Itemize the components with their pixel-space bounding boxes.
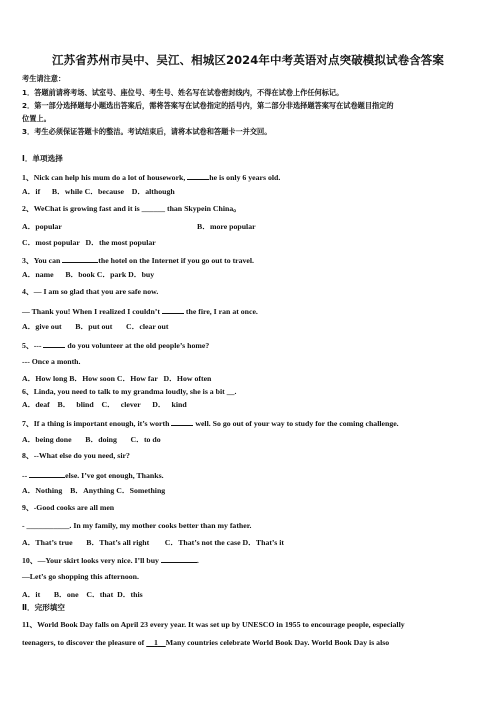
question-5-line2: --- Once a month.: [22, 357, 81, 366]
question-3-stem: [22, 254, 254, 266]
question-5-options: A．How long B．How soon C．How far D．How often: [22, 374, 212, 383]
question-5-stem-part2: do you volunteer at the old people’s home?: [65, 341, 210, 350]
question-10-stem-part1: 10、—Your skirt looks very nice. I’ll buy: [22, 556, 161, 565]
notice-item-2: 2．第一部分选择题每小题选出答案后，需将答案写在试卷指定的括号内，第二部分非选择题答案写在试卷题目指定的: [22, 101, 394, 110]
question-6-options: A．deaf B． blind C． clever D． kind: [22, 400, 187, 409]
question-9-stem: 9、-Good cooks are all men: [22, 503, 115, 512]
question-10-stem: [22, 554, 199, 566]
question-8-options: A．Nothing B．Anything C．Something: [22, 486, 166, 495]
question-10-stem-part2: .: [196, 556, 199, 565]
question-9-line2: - ___________. In my family, my mother cooks better than my father.: [22, 521, 252, 530]
question-9-options: A．That’s true B．That’s all right C．That’s not the case D．That’s it: [22, 538, 284, 547]
answer-blank: [29, 469, 65, 478]
question-4-line2-part2: the fire, I ran at once.: [183, 307, 258, 316]
question-11-line2-part1: teenagers, to discover the pleasure of: [22, 638, 147, 647]
question-2-option-b: B．more popular: [197, 222, 256, 231]
question-10-line2: —Let’s go shopping this afternoon.: [22, 572, 139, 581]
cloze-blank-number: 1: [154, 638, 158, 647]
question-10-options: A．it B．one C．that D．this: [22, 590, 143, 599]
question-5-stem: [22, 339, 209, 351]
answer-blank: [187, 171, 209, 180]
notice-item-3: 3．考生必须保证答题卡的整洁。考试结束后，请将本试卷和答题卡一并交回。: [22, 127, 272, 136]
answer-blank: [162, 305, 184, 314]
question-3-stem-part1: 3、You can: [22, 256, 63, 265]
page-title: 江苏省苏州市吴中、吴江、相城区2024年中考英语对点突破模拟试卷含答案: [51, 53, 444, 67]
question-5-stem-part1: 5、---: [22, 341, 44, 350]
question-4-options: A．give out B．put out C．clear out: [22, 322, 169, 331]
question-3-stem-part2: the hotel on the Internet if you go out to travel.: [98, 256, 254, 265]
cloze-blank-1: [146, 638, 166, 647]
question-6-stem: 6、Linda, you need to talk to my grandma loudly, she is a bit __.: [22, 387, 237, 396]
question-8-line2-part1: --: [22, 471, 30, 480]
question-7-stem-part1: 7、If a thing is important enough, it’s worth: [22, 419, 172, 428]
question-2-option-a: A．popular: [22, 222, 62, 231]
answer-blank: [171, 417, 193, 426]
notice-item-2-cont: 位置上。: [22, 114, 51, 123]
question-7-stem-part2: well. So go out of your way to study for the coming challenge.: [193, 419, 399, 428]
question-1-stem-part2: he is only 6 years old.: [209, 173, 281, 182]
question-8-line2-part2: else. I’ve got enough, Thanks.: [65, 471, 164, 480]
question-4-line2: [22, 305, 258, 317]
question-1-stem: [22, 171, 280, 183]
question-2-stem: 2、WeChat is growing fast and it is ______ than Skypein China。: [22, 204, 242, 213]
question-7-options: A．being done B．doing C．to do: [22, 435, 161, 444]
question-1-options: A．if B．while C．because D．although: [22, 187, 175, 196]
question-11-line2: [22, 638, 389, 648]
answer-blank: [161, 554, 197, 563]
section-heading-cloze: Ⅱ．完形填空: [22, 603, 65, 612]
question-4-line2-part1: — Thank you! When I realized I couldn’t: [22, 307, 162, 316]
question-11-line1: 11、World Book Day falls on April 23 every year. It was set up by UNESCO in 1955 to encourage people, especially: [22, 620, 405, 629]
section-heading-single-choice: Ⅰ．单项选择: [22, 154, 63, 163]
question-4-stem: 4、— I am so glad that you are safe now.: [22, 287, 159, 296]
notice-item-1: 1．答题前请将考场、试室号、座位号、考生号、姓名写在试卷密封线内，不得在试卷上作任何标记。: [22, 88, 344, 97]
question-3-options: A．name B．book C．park D．buy: [22, 270, 155, 279]
question-7-stem: [22, 417, 399, 429]
answer-blank: [43, 339, 65, 348]
notice-heading: 考生请注意：: [22, 74, 66, 83]
question-2-options-cd: C．most popular D．the most popular: [22, 238, 156, 247]
question-11-line2-part2: Many countries celebrate World Book Day. World Book Day is also: [165, 638, 390, 647]
question-8-stem: 8、--What else do you need, sir?: [22, 451, 130, 460]
question-8-line2: [22, 469, 164, 481]
question-1-stem-part1: 1、Nick can help his mum do a lot of housework,: [22, 173, 188, 182]
answer-blank: [62, 254, 98, 263]
